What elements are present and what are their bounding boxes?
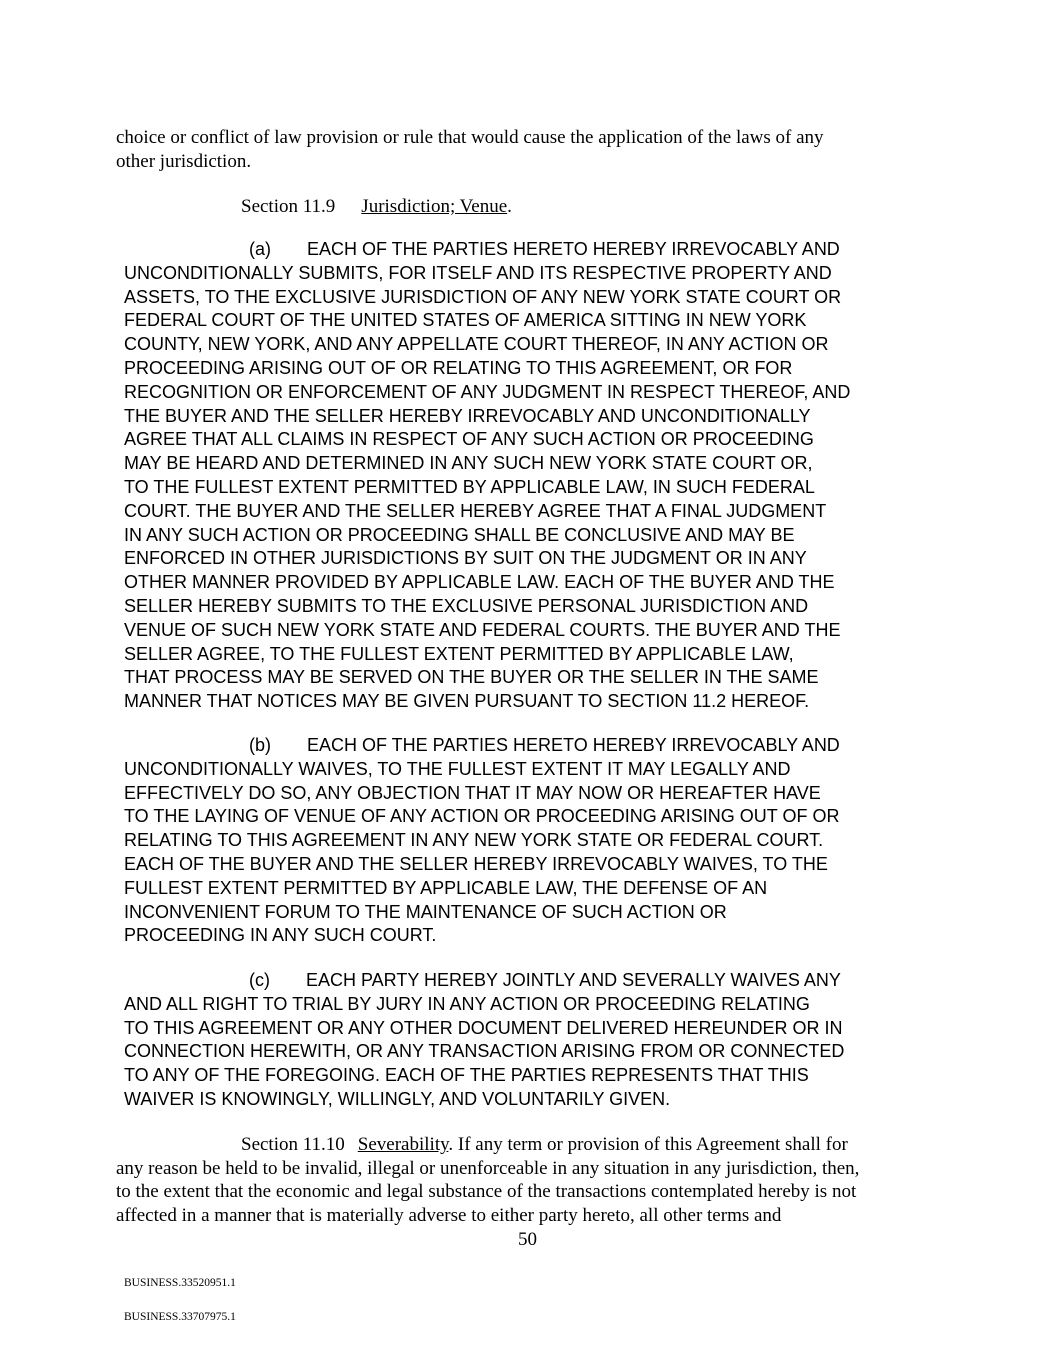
paragraph-line: SELLER AGREE, TO THE FULLEST EXTENT PERMITTED BY APPLICABLE LAW, xyxy=(124,643,794,664)
paragraph-line: AGREE THAT ALL CLAIMS IN RESPECT OF ANY SUCH ACTION OR PROCEEDING xyxy=(124,429,814,450)
intro-line: choice or conflict of law provision or rule that would cause the application of the laws of any xyxy=(116,127,824,148)
paragraph-line: UNCONDITIONALLY SUBMITS, FOR ITSELF AND ITS RESPECTIVE PROPERTY AND xyxy=(124,262,832,283)
paragraph-line: UNCONDITIONALLY WAIVES, TO THE FULLEST EXTENT IT MAY LEGALLY AND xyxy=(124,758,791,779)
paragraph-label: (b) xyxy=(249,735,271,755)
section-11-9-heading xyxy=(241,195,512,219)
intro-line: other jurisdiction. xyxy=(116,150,252,172)
page-number: 50 xyxy=(518,1229,537,1250)
paragraph-line: affected in a manner that is materially adverse to either party hereto, all other terms and xyxy=(116,1205,782,1227)
paragraph-line: OTHER MANNER PROVIDED BY APPLICABLE LAW. EACH OF THE BUYER AND THE xyxy=(124,572,835,593)
paragraph-label: (a) xyxy=(249,239,271,259)
paragraph-line: ASSETS, TO THE EXCLUSIVE JURISDICTION OF ANY NEW YORK STATE COURT OR xyxy=(124,286,842,307)
paragraph-line: VENUE OF SUCH NEW YORK STATE AND FEDERAL COURTS. THE BUYER AND THE xyxy=(124,619,841,640)
paragraph-b-first-line: (b) EACH OF THE PARTIES HERETO HEREBY IRREVOCABLY AND xyxy=(249,735,840,755)
paragraph-line: TO THE LAYING OF VENUE OF ANY ACTION OR PROCEEDING ARISING OUT OF OR xyxy=(124,806,840,827)
intro-paragraph xyxy=(116,126,824,173)
paragraph-a xyxy=(124,238,850,714)
paragraph-line: TO THE FULLEST EXTENT PERMITTED BY APPLICABLE LAW, IN SUCH FEDERAL xyxy=(124,476,815,497)
section-number: Section 11.9 xyxy=(241,196,336,217)
section-11-10 xyxy=(116,1133,859,1228)
paragraph-line: to the extent that the economic and legal substance of the transactions contemplated hereby is not xyxy=(116,1181,857,1203)
paragraph-line: THE BUYER AND THE SELLER HEREBY IRREVOCABLY AND UNCONDITIONALLY xyxy=(124,405,811,426)
paragraph-line: AND ALL RIGHT TO TRIAL BY JURY IN ANY ACTION OR PROCEEDING RELATING xyxy=(124,993,810,1014)
section-title-suffix: . xyxy=(507,196,512,217)
paragraph-line: MAY BE HEARD AND DETERMINED IN ANY SUCH NEW YORK STATE COURT OR, xyxy=(124,453,813,474)
paragraph-line: COURT. THE BUYER AND THE SELLER HEREBY AGREE THAT A FINAL JUDGMENT xyxy=(124,500,827,521)
section-11-10-first-line: Section 11.10 Severability. If any term or provision of this Agreement shall for xyxy=(241,1134,848,1155)
paragraph-line: RECOGNITION OR ENFORCEMENT OF ANY JUDGMENT IN RESPECT THEREOF, AND xyxy=(124,381,851,402)
paragraph-line: INCONVENIENT FORUM TO THE MAINTENANCE OF SUCH ACTION OR xyxy=(124,901,727,922)
paragraph-line: RELATING TO THIS AGREEMENT IN ANY NEW YORK STATE OR FEDERAL COURT. xyxy=(124,830,824,851)
section-title: Severability xyxy=(357,1134,449,1155)
paragraph-line: THAT PROCESS MAY BE SERVED ON THE BUYER OR THE SELLER IN THE SAME xyxy=(124,667,819,688)
paragraph-line: MANNER THAT NOTICES MAY BE GIVEN PURSUANT TO SECTION 11.2 HEREOF. xyxy=(124,691,810,712)
paragraph-line: WAIVER IS KNOWINGLY, WILLINGLY, AND VOLUNTARILY GIVEN. xyxy=(124,1088,671,1109)
section-number: Section 11.10 xyxy=(241,1134,345,1155)
paragraph-line: IN ANY SUCH ACTION OR PROCEEDING SHALL BE CONCLUSIVE AND MAY BE xyxy=(124,524,795,545)
paragraph-line: ENFORCED IN OTHER JURISDICTIONS BY SUIT ON THE JUDGMENT OR IN ANY xyxy=(124,548,807,569)
paragraph-line: EACH OF THE BUYER AND THE SELLER HEREBY IRREVOCABLY WAIVES, TO THE xyxy=(124,853,828,874)
paragraph-line: SELLER HEREBY SUBMITS TO THE EXCLUSIVE PERSONAL JURISDICTION AND xyxy=(124,595,809,616)
section-title: Jurisdiction; Venue xyxy=(361,196,508,217)
paragraph-line: COUNTY, NEW YORK, AND ANY APPELLATE COURT THEREOF, IN ANY ACTION OR xyxy=(124,334,829,355)
paragraph-line: TO ANY OF THE FOREGOING. EACH OF THE PARTIES REPRESENTS THAT THIS xyxy=(124,1065,809,1086)
paragraph-c xyxy=(124,969,844,1112)
paragraph-line: FEDERAL COURT OF THE UNITED STATES OF AMERICA SITTING IN NEW YORK xyxy=(124,310,807,331)
paragraph-b xyxy=(124,734,840,948)
paragraph-a-first-line: (a) EACH OF THE PARTIES HERETO HEREBY IRREVOCABLY AND xyxy=(249,239,840,259)
paragraph-line: FULLEST EXTENT PERMITTED BY APPLICABLE LAW, THE DEFENSE OF AN xyxy=(124,877,768,898)
footer-doc-id: BUSINESS.33707975.1 xyxy=(124,1311,236,1323)
paragraph-c-first-line: (c) EACH PARTY HEREBY JOINTLY AND SEVERALLY WAIVES ANY xyxy=(249,970,841,990)
paragraph-line: EFFECTIVELY DO SO, ANY OBJECTION THAT IT MAY NOW OR HEREAFTER HAVE xyxy=(124,782,821,803)
paragraph-line: PROCEEDING IN ANY SUCH COURT. xyxy=(124,925,437,946)
paragraph-line: CONNECTION HEREWITH, OR ANY TRANSACTION ARISING FROM OR CONNECTED xyxy=(124,1041,845,1062)
paragraph-line: PROCEEDING ARISING OUT OF OR RELATING TO THIS AGREEMENT, OR FOR xyxy=(124,357,793,378)
footer-doc-id: BUSINESS.33520951.1 xyxy=(124,1277,236,1289)
paragraph-line: TO THIS AGREEMENT OR ANY OTHER DOCUMENT DELIVERED HEREUNDER OR IN xyxy=(124,1017,843,1038)
paragraph-line: any reason be held to be invalid, illegal or unenforceable in any situation in any jurisdiction, then, xyxy=(116,1157,860,1179)
paragraph-label: (c) xyxy=(249,970,270,990)
